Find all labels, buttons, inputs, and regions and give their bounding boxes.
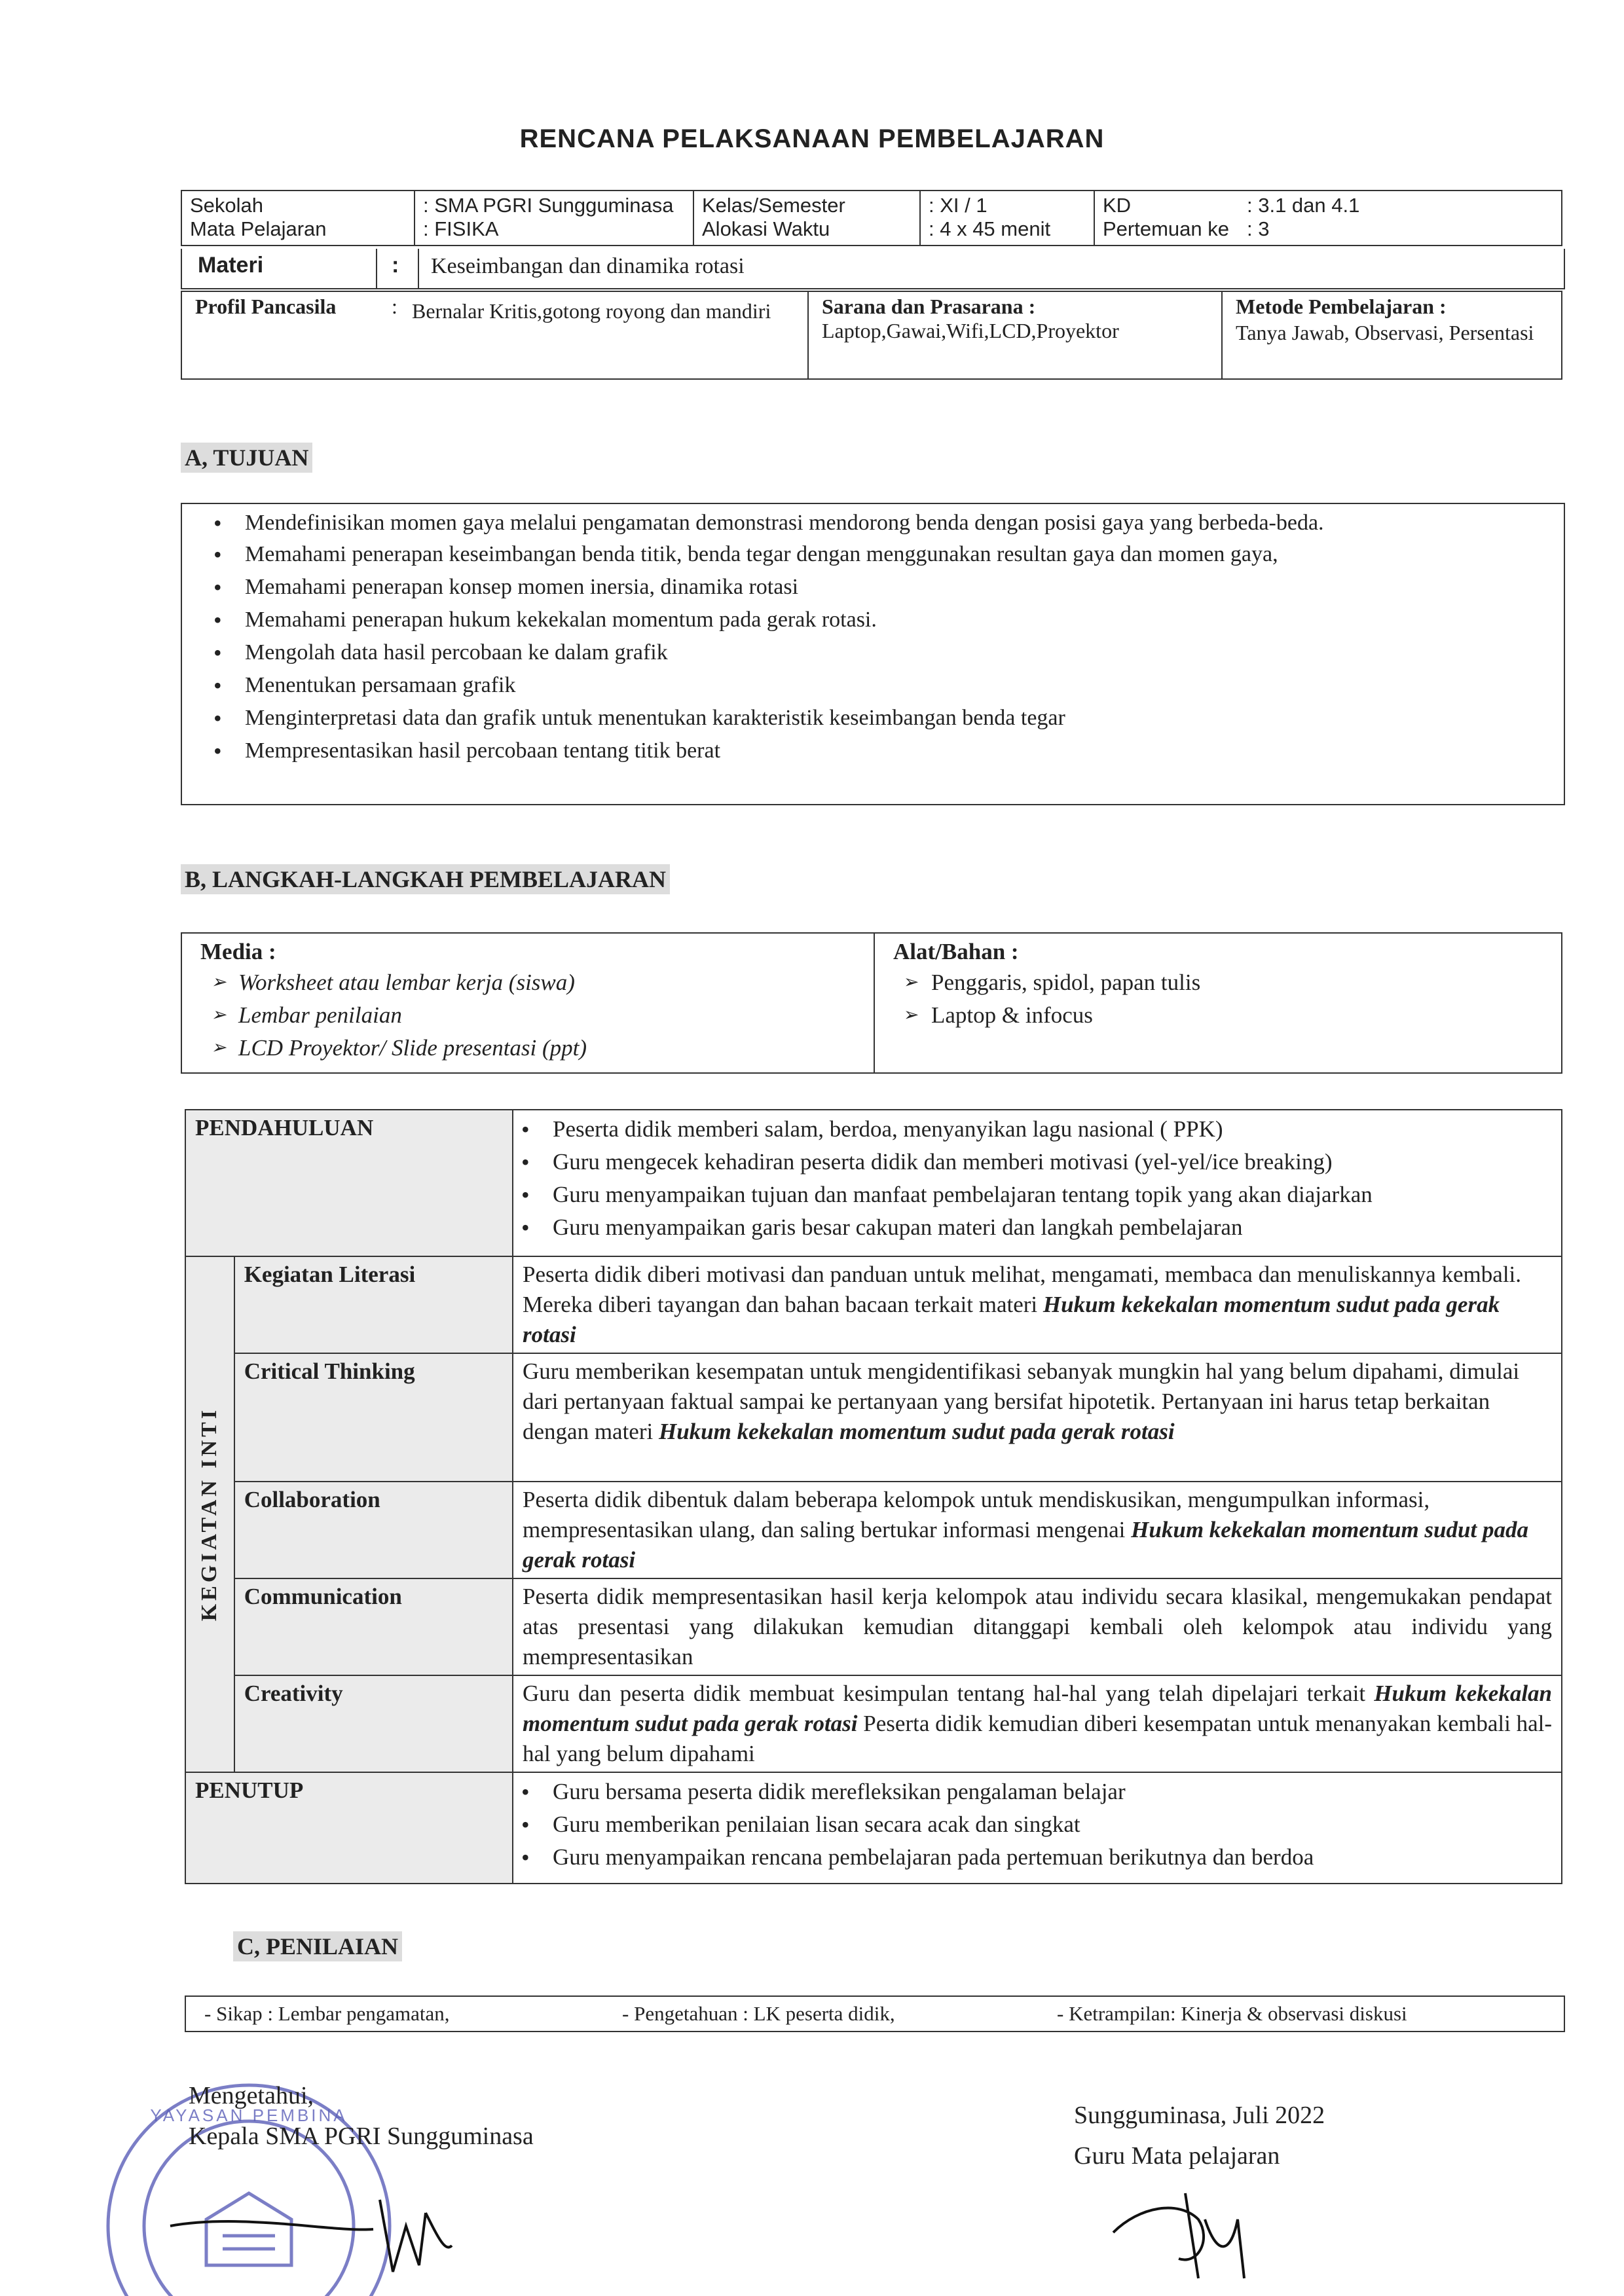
media-label: Media : [200, 939, 276, 964]
kepala-sekolah-text: Kepala SMA PGRI Sungguminasa [189, 2123, 534, 2150]
critical-cell [513, 1353, 1562, 1482]
header-label-cell [181, 191, 415, 246]
inti-label: KEGIATAN INTI [197, 1407, 222, 1622]
media-item: ➢ LCD Proyektor/ Slide presentasi (ppt) [211, 1032, 855, 1065]
header-value-cell [415, 191, 693, 246]
tujuan-item: • Memahami penerapan keseimbangan benda titik, benda tegar dengan menggunakan resultan gaya dan momen gaya, [216, 538, 1555, 571]
critical-label: Critical Thinking [234, 1353, 513, 1482]
tujuan-item: • Memahami penerapan konsep momen inersia, dinamika rotasi [216, 571, 1555, 604]
sekolah-label: Sekolah [190, 194, 264, 217]
comm-cell [513, 1578, 1562, 1675]
literasi-cell [513, 1256, 1562, 1353]
metode-cell [1222, 291, 1562, 379]
alat-list [893, 966, 1543, 1032]
literasi-label: Kegiatan Literasi [234, 1256, 513, 1353]
penutup-item: • Guru menyampaikan rencana pembelajaran pada pertemuan berikutnya dan berdoa [524, 1841, 1552, 1874]
media-table [181, 932, 1562, 1074]
creat-em: Hukum kekekalan momentum sudut pada gerak rotasi [523, 1681, 1553, 1736]
tujuan-item: • Menentukan persamaan grafik [216, 669, 1555, 702]
kelas-value-cell [920, 191, 1094, 246]
sekolah-value: : SMA PGRI Sungguminasa [423, 194, 674, 217]
langkah-heading: B, LANGKAH-LANGKAH PEMBELAJARAN [181, 864, 670, 894]
materi-colon: : [392, 253, 399, 278]
penilaian-heading: C, PENILAIAN [233, 1931, 402, 1961]
collab-em: Hukum kekekalan momentum sudut pada gerak rotasi [523, 1517, 1528, 1573]
profil-label: Profil Pancasila [195, 295, 337, 318]
metode-label: Metode Pembelajaran : [1236, 295, 1447, 318]
collab-cell [513, 1482, 1562, 1578]
pertemuan-label: Pertemuan ke [1103, 217, 1229, 240]
tujuan-item: • Mendefinisikan momen gaya melalui pengamatan demonstrasi mendorong benda dengan posisi gaya yang berbeda-beda. [216, 508, 1555, 538]
kd-cell [1094, 191, 1562, 246]
sarana-cell [808, 291, 1222, 379]
mapel-label: Mata Pelajaran [190, 217, 327, 240]
alat-label: Alat/Bahan : [893, 939, 1019, 964]
alat-cell [874, 933, 1562, 1073]
penutup-list [517, 1776, 1552, 1874]
collab-text: Peserta didik dibentuk dalam beberapa kelompok untuk mendiskusikan, mengumpulkan informasi, mempresentasikan ulang, dan saling bertukar informasi mengenai [523, 1487, 1430, 1542]
svg-text:YAYASAN PEMBINA: YAYASAN PEMBINA [150, 2105, 348, 2125]
creat-text1: Guru dan peserta didik membuat kesimpulan tentang hal-hal yang telah dipelajari terkait [523, 1681, 1366, 1706]
critical-em: Hukum kekekalan momentum sudut pada gerak rotasi [658, 1419, 1175, 1444]
pertemuan-value: : 3 [1247, 217, 1270, 240]
alokasi-value: : 4 x 45 menit [929, 217, 1051, 240]
tujuan-list [191, 508, 1555, 767]
materi-label: Materi [198, 253, 264, 278]
sarana-value: Laptop,Gawai,Wifi,LCD,Proyektor [822, 319, 1119, 342]
pendahuluan-label: PENDAHULUAN [185, 1110, 513, 1256]
creat-cell [513, 1675, 1562, 1772]
right-signature-block [1074, 2095, 1325, 2176]
penilaian-pengetahuan: - Pengetahuan : LK peserta didik, [622, 2002, 895, 2025]
sarana-label: Sarana dan Prasarana : [822, 295, 1036, 318]
mapel-value: : FISIKA [423, 217, 499, 240]
penilaian-sikap: - Sikap : Lembar pengamatan, [204, 2002, 450, 2025]
media-list [200, 966, 855, 1065]
pendahuluan-cell [513, 1110, 1562, 1256]
media-item: ➢ Worksheet atau lembar kerja (siswa) [211, 966, 855, 999]
pendahuluan-item: • Guru menyampaikan tujuan dan manfaat pembelajaran tentang topik yang akan diajarkan [524, 1178, 1552, 1211]
collab-label: Collaboration [234, 1482, 513, 1578]
profil-value: Bernalar Kritis,gotong royong dan mandiri [412, 299, 771, 323]
tujuan-box [181, 503, 1565, 805]
penutup-item: • Guru memberikan penilaian lisan secara acak dan singkat [524, 1808, 1552, 1841]
media-item: ➢ Lembar penilaian [211, 999, 855, 1032]
left-signature-block [189, 2075, 534, 2157]
penilaian-box [185, 1995, 1565, 2032]
header-table [181, 190, 1562, 246]
pendahuluan-list [517, 1113, 1552, 1244]
inti-cell [185, 1256, 234, 1772]
profil-table [181, 291, 1562, 380]
kelas-label: Kelas/Semester [702, 194, 845, 217]
critical-text: Guru memberikan kesempatan untuk mengidentifikasi sebanyak mungkin hal yang belum dipahami, dimulai dari pertanyaan faktual sampai ke pertanyaan yang bersifat hipotetik. Pertanyaan ini harus tetap berkaitan dengan materi [523, 1358, 1520, 1444]
comm-label: Communication [234, 1578, 513, 1675]
penilaian-keterampilan: - Ketrampilan: Kinerja & observasi diskusi [1057, 2002, 1407, 2025]
penutup-label: PENUTUP [185, 1772, 513, 1884]
media-cell [181, 933, 874, 1073]
pendahuluan-item: • Guru mengecek kehadiran peserta didik dan memberi motivasi (yel-yel/ice breaking) [524, 1146, 1552, 1178]
tujuan-item: • Menginterpretasi data dan grafik untuk menentukan karakteristik keseimbangan benda tegar [216, 702, 1555, 735]
right-signature-mark [1100, 2180, 1270, 2291]
tujuan-item: • Memahami penerapan hukum kekekalan momentum pada gerak rotasi. [216, 604, 1555, 636]
metode-value: Tanya Jawab, Observasi, Persentasi [1236, 321, 1534, 344]
literasi-em: Hukum kekekalan momentum sudut pada gerak rotasi [523, 1292, 1500, 1347]
kd-label: KD [1103, 194, 1132, 217]
alokasi-label: Alokasi Waktu [702, 217, 830, 240]
profil-cell [181, 291, 808, 379]
comm-text: Peserta didik mempresentasikan hasil kerja kelompok atau individu secara klasikal, mengemukakan pendapat atas presentasi yang dilakukan kemudian ditanggapi kembali oleh kelompok atau individu yang mempresentasikan [523, 1584, 1552, 1669]
tujuan-item: • Mempresentasikan hasil percobaan tentang titik berat [216, 735, 1555, 767]
pendahuluan-item: • Peserta didik memberi salam, berdoa, menyanyikan lagu nasional ( PPK) [524, 1113, 1552, 1146]
alat-item: ➢ Penggaris, spidol, papan tulis [904, 966, 1543, 999]
kelas-label-cell [693, 191, 920, 246]
date-place-text: Sungguminasa, Juli 2022 [1074, 2102, 1325, 2129]
creat-text2: Peserta didik kemudian diberi kesempatan untuk menanyakan kembali hal-hal yang belum dipahami [523, 1711, 1553, 1766]
kd-value: : 3.1 dan 4.1 [1247, 194, 1360, 217]
pendahuluan-item: • Guru menyampaikan garis besar cakupan materi dan langkah pembelajaran [524, 1211, 1552, 1244]
kegiatan-table [185, 1109, 1562, 1884]
materi-row [181, 249, 1565, 289]
penutup-cell [513, 1772, 1562, 1884]
guru-mapel-text: Guru Mata pelajaran [1074, 2142, 1280, 2170]
creat-label: Creativity [234, 1675, 513, 1772]
alat-item: ➢ Laptop & infocus [904, 999, 1543, 1032]
page-title: RENCANA PELAKSANAAN PEMBELAJARAN [519, 124, 1105, 153]
materi-value: Keseimbangan dan dinamika rotasi [431, 254, 745, 278]
left-signature-mark [164, 2187, 458, 2285]
mengetahui-text: Mengetahui, [189, 2082, 314, 2109]
penutup-item: • Guru bersama peserta didik merefleksikan pengalaman belajar [524, 1776, 1552, 1808]
tujuan-heading: A, TUJUAN [181, 443, 312, 473]
tujuan-item: • Mengolah data hasil percobaan ke dalam grafik [216, 636, 1555, 669]
kelas-value: : XI / 1 [929, 194, 987, 217]
literasi-text: Peserta didik diberi motivasi dan panduan untuk melihat, mengamati, membaca dan menuliskannya kembali. Mereka diberi tayangan dan bahan bacaan terkait materi [523, 1262, 1522, 1317]
profil-colon: : [392, 295, 397, 318]
